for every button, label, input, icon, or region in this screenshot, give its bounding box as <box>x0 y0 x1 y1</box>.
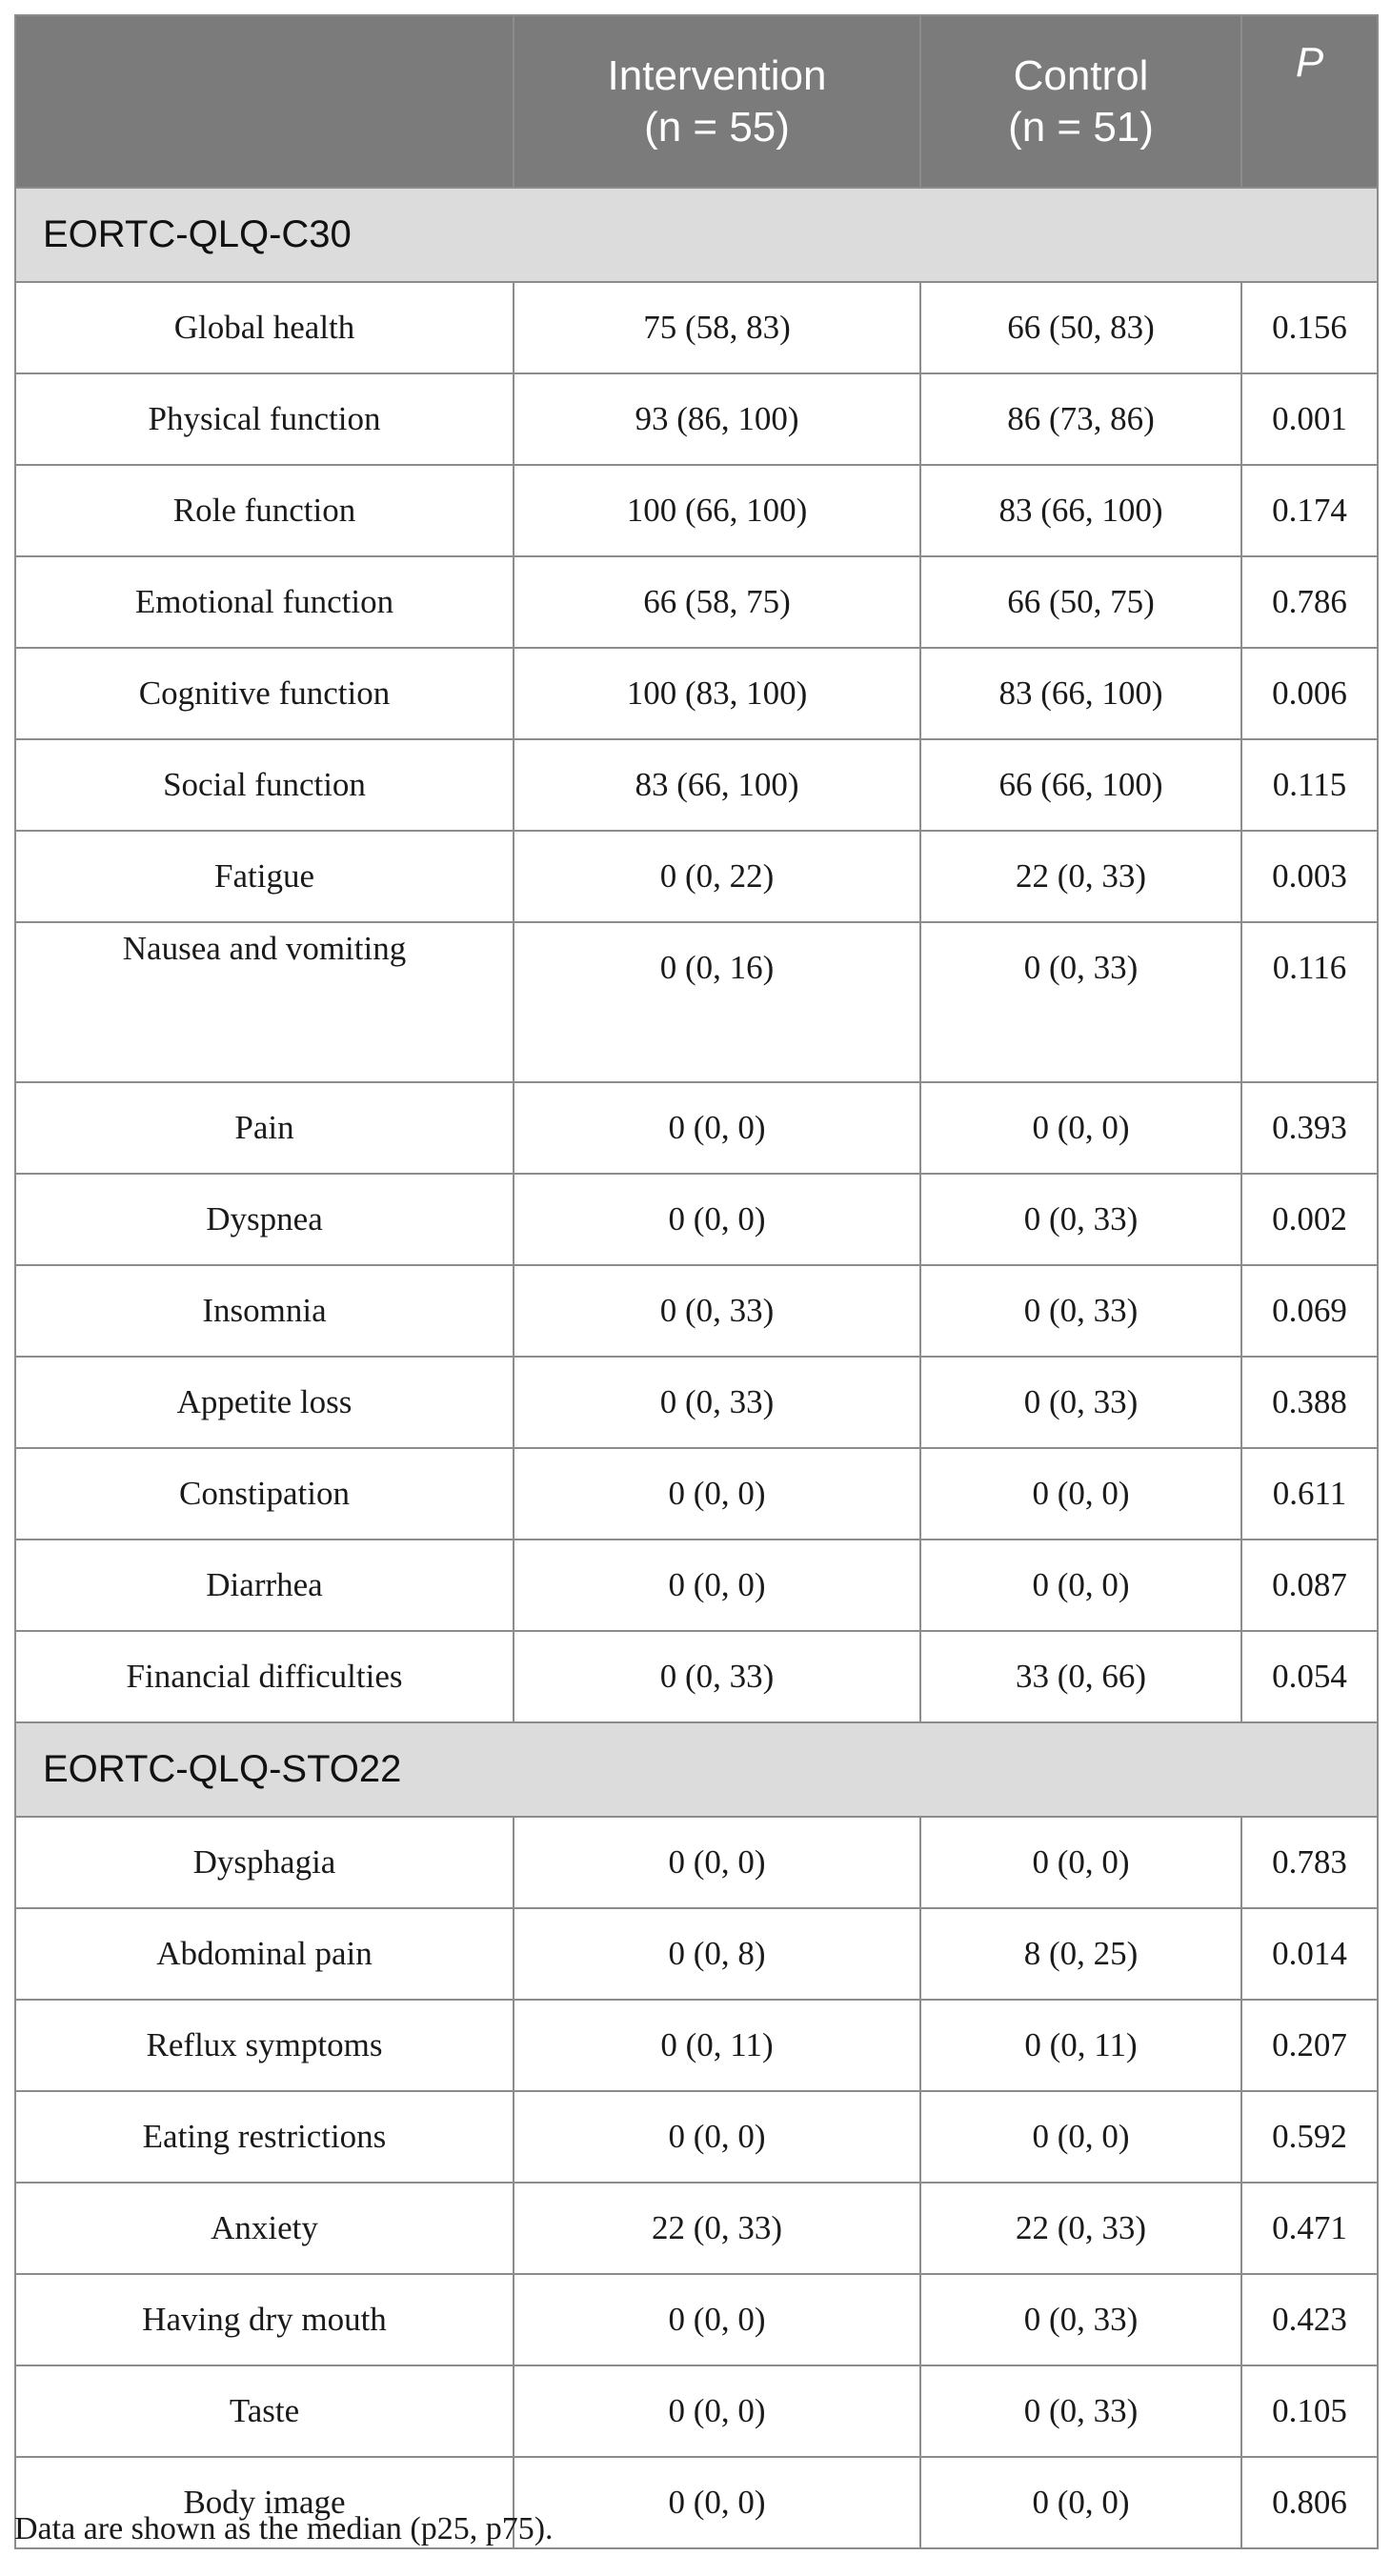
table-row <box>15 1357 1378 1448</box>
results-table <box>14 14 1379 2549</box>
p-value: 0.592 <box>1241 2091 1378 2183</box>
p-value: 0.388 <box>1241 1357 1378 1448</box>
p-value: 0.014 <box>1241 1908 1378 2000</box>
table-row <box>15 2000 1378 2091</box>
table-row <box>15 556 1378 648</box>
table-row <box>15 2274 1378 2365</box>
intervention-value: 83 (66, 100) <box>514 739 920 831</box>
section-row <box>15 188 1378 282</box>
p-value: 0.006 <box>1241 648 1378 739</box>
table-row <box>15 1448 1378 1540</box>
table-row <box>15 831 1378 922</box>
table-footnote: Data are shown as the median (p25, p75). <box>14 2511 554 2546</box>
p-value: 0.174 <box>1241 465 1378 556</box>
header-empty-cell <box>15 15 514 188</box>
header-intervention-n: (n = 55) <box>644 103 790 151</box>
intervention-value: 0 (0, 33) <box>514 1265 920 1357</box>
intervention-value: 0 (0, 0) <box>514 1448 920 1540</box>
control-value: 0 (0, 33) <box>920 1357 1241 1448</box>
intervention-value: 0 (0, 0) <box>514 1174 920 1265</box>
row-label: Global health <box>15 282 514 373</box>
p-value: 0.002 <box>1241 1174 1378 1265</box>
intervention-value: 0 (0, 8) <box>514 1908 920 2000</box>
section-title: EORTC-QLQ-C30 <box>15 188 1378 282</box>
intervention-value: 0 (0, 0) <box>514 2365 920 2457</box>
table-row <box>15 2365 1378 2457</box>
control-value: 66 (66, 100) <box>920 739 1241 831</box>
row-label: Role function <box>15 465 514 556</box>
intervention-value: 0 (0, 0) <box>514 2457 920 2548</box>
p-value: 0.207 <box>1241 2000 1378 2091</box>
header-p-value: P <box>1241 15 1378 188</box>
table-row <box>15 1540 1378 1631</box>
row-label: Reflux symptoms <box>15 2000 514 2091</box>
p-value: 0.105 <box>1241 2365 1378 2457</box>
control-value: 0 (0, 0) <box>920 1817 1241 1908</box>
section-row <box>15 1722 1378 1817</box>
row-label: Abdominal pain <box>15 1908 514 2000</box>
table-row <box>15 1908 1378 2000</box>
intervention-value: 0 (0, 0) <box>514 1817 920 1908</box>
table-row <box>15 739 1378 831</box>
table-row <box>15 648 1378 739</box>
row-label: Insomnia <box>15 1265 514 1357</box>
header-control-name: Control <box>1013 51 1149 99</box>
table-row <box>15 1817 1378 1908</box>
row-label: Dyspnea <box>15 1174 514 1265</box>
section-title: EORTC-QLQ-STO22 <box>15 1722 1378 1817</box>
row-label: Physical function <box>15 373 514 465</box>
header-intervention <box>514 15 920 188</box>
control-value: 0 (0, 0) <box>920 1540 1241 1631</box>
p-value: 0.115 <box>1241 739 1378 831</box>
table-row <box>15 1082 1378 1174</box>
control-value: 0 (0, 33) <box>920 2274 1241 2365</box>
p-value: 0.471 <box>1241 2183 1378 2274</box>
p-value: 0.611 <box>1241 1448 1378 1540</box>
row-label: Anxiety <box>15 2183 514 2274</box>
row-label: Diarrhea <box>15 1540 514 1631</box>
row-label: Constipation <box>15 1448 514 1540</box>
row-label: Eating restrictions <box>15 2091 514 2183</box>
control-value: 0 (0, 33) <box>920 1265 1241 1357</box>
control-value: 66 (50, 75) <box>920 556 1241 648</box>
header-intervention-name: Intervention <box>607 51 827 99</box>
intervention-value: 0 (0, 33) <box>514 1631 920 1722</box>
table-container <box>14 14 1377 2549</box>
table-row <box>15 373 1378 465</box>
row-label: Having dry mouth <box>15 2274 514 2365</box>
row-label: Social function <box>15 739 514 831</box>
control-value: 0 (0, 33) <box>920 922 1241 1082</box>
p-value: 0.087 <box>1241 1540 1378 1631</box>
intervention-value: 0 (0, 11) <box>514 2000 920 2091</box>
row-label: Dysphagia <box>15 1817 514 1908</box>
table-row <box>15 1631 1378 1722</box>
table-body <box>15 188 1378 2548</box>
table-row <box>15 282 1378 373</box>
intervention-value: 22 (0, 33) <box>514 2183 920 2274</box>
header-control <box>920 15 1241 188</box>
control-value: 8 (0, 25) <box>920 1908 1241 2000</box>
table-row <box>15 922 1378 1082</box>
p-value: 0.806 <box>1241 2457 1378 2548</box>
table-row <box>15 2091 1378 2183</box>
intervention-value: 0 (0, 22) <box>514 831 920 922</box>
control-value: 86 (73, 86) <box>920 373 1241 465</box>
control-value: 0 (0, 0) <box>920 2457 1241 2548</box>
table-row <box>15 2183 1378 2274</box>
p-value: 0.783 <box>1241 1817 1378 1908</box>
row-label: Cognitive function <box>15 648 514 739</box>
control-value: 83 (66, 100) <box>920 465 1241 556</box>
p-value: 0.069 <box>1241 1265 1378 1357</box>
table-row <box>15 1174 1378 1265</box>
intervention-value: 93 (86, 100) <box>514 373 920 465</box>
control-value: 0 (0, 0) <box>920 1082 1241 1174</box>
header-control-n: (n = 51) <box>1008 103 1154 151</box>
p-value: 0.116 <box>1241 922 1378 1082</box>
intervention-value: 75 (58, 83) <box>514 282 920 373</box>
control-value: 0 (0, 0) <box>920 2091 1241 2183</box>
control-value: 22 (0, 33) <box>920 2183 1241 2274</box>
p-value: 0.393 <box>1241 1082 1378 1174</box>
control-value: 66 (50, 83) <box>920 282 1241 373</box>
row-label: Financial difficulties <box>15 1631 514 1722</box>
control-value: 0 (0, 33) <box>920 1174 1241 1265</box>
control-value: 0 (0, 0) <box>920 1448 1241 1540</box>
row-label: Nausea and vomiting <box>15 922 514 1082</box>
p-value: 0.423 <box>1241 2274 1378 2365</box>
p-value: 0.003 <box>1241 831 1378 922</box>
intervention-value: 100 (83, 100) <box>514 648 920 739</box>
intervention-value: 0 (0, 0) <box>514 1540 920 1631</box>
intervention-value: 0 (0, 33) <box>514 1357 920 1448</box>
intervention-value: 66 (58, 75) <box>514 556 920 648</box>
row-label: Fatigue <box>15 831 514 922</box>
intervention-value: 0 (0, 0) <box>514 2274 920 2365</box>
control-value: 0 (0, 11) <box>920 2000 1241 2091</box>
row-label: Pain <box>15 1082 514 1174</box>
p-value: 0.054 <box>1241 1631 1378 1722</box>
p-value: 0.786 <box>1241 556 1378 648</box>
intervention-value: 0 (0, 0) <box>514 1082 920 1174</box>
row-label: Emotional function <box>15 556 514 648</box>
intervention-value: 0 (0, 16) <box>514 922 920 1082</box>
intervention-value: 0 (0, 0) <box>514 2091 920 2183</box>
header-row <box>15 15 1378 188</box>
control-value: 0 (0, 33) <box>920 2365 1241 2457</box>
p-value: 0.001 <box>1241 373 1378 465</box>
control-value: 83 (66, 100) <box>920 648 1241 739</box>
table-row <box>15 1265 1378 1357</box>
table-row <box>15 465 1378 556</box>
control-value: 33 (0, 66) <box>920 1631 1241 1722</box>
row-label: Appetite loss <box>15 1357 514 1448</box>
row-label: Taste <box>15 2365 514 2457</box>
p-value: 0.156 <box>1241 282 1378 373</box>
control-value: 22 (0, 33) <box>920 831 1241 922</box>
row-label: Body image <box>15 2457 514 2548</box>
intervention-value: 100 (66, 100) <box>514 465 920 556</box>
